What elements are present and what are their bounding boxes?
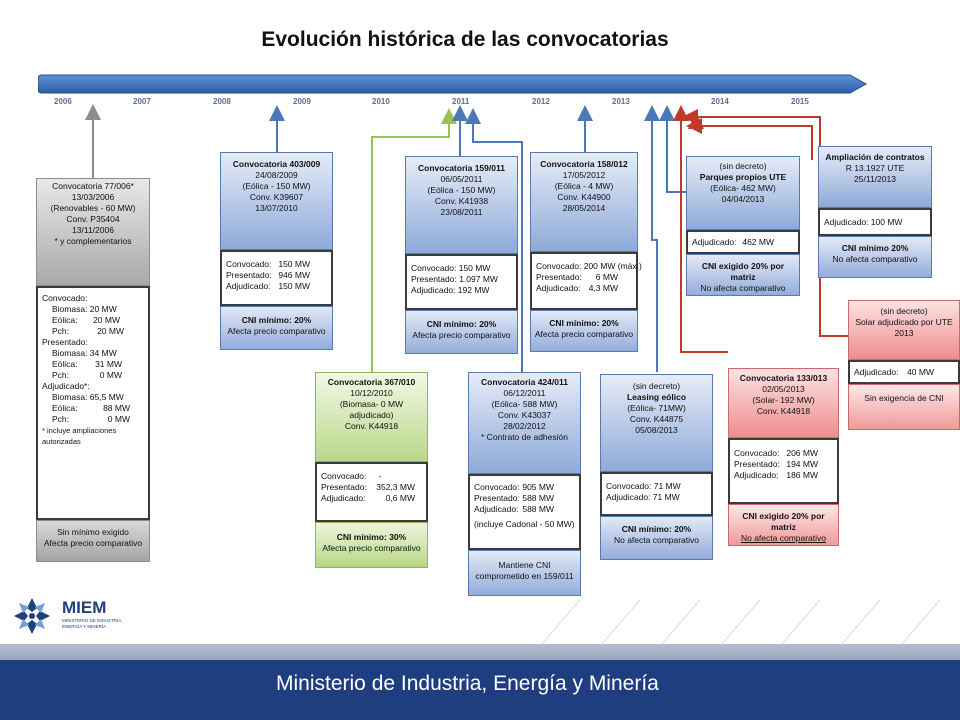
- card-header: (sin decreto) Solar adjudicado por UTE 2013: [848, 300, 960, 360]
- card-convocatoria-424-011: [468, 372, 581, 596]
- card-header: Convocatoria 158/012 17/05/2012 (Eólica - 4 MW) Conv. K44900 28/05/2014: [530, 152, 638, 252]
- card-footer: CNI mínimo: 20% Afecta precio comparativo: [530, 310, 638, 352]
- value-row: Adjudicado: 588 MW: [474, 504, 554, 514]
- card-convocatoria-159-011: [405, 156, 518, 354]
- value-row: Presentado: 946 MW: [226, 270, 310, 280]
- card-convocatoria-77-006: [36, 178, 150, 562]
- card-convocatoria-403-009: [220, 152, 333, 350]
- year-label: 2006: [54, 97, 72, 106]
- year-label: 2008: [213, 97, 231, 106]
- value-row: Biomasa: 34 MW: [52, 348, 117, 358]
- value-row: Adjudicado: 0,6 MW: [321, 493, 415, 503]
- value-row: Adjudicado: 186 MW: [734, 470, 818, 480]
- card-values: [600, 472, 713, 516]
- value-row: Eólica: 31 MW: [52, 359, 122, 369]
- card-values: [818, 208, 932, 236]
- value-row: Pch: 0 MW: [52, 370, 122, 380]
- year-label: 2009: [293, 97, 311, 106]
- value-row: Pch: 20 MW: [52, 326, 124, 336]
- value-row: Adjudicado*:: [42, 381, 90, 391]
- year-label: 2010: [372, 97, 390, 106]
- value-row: Convocado: 150 MW: [226, 259, 310, 269]
- card-header: Convocatoria 159/011 06/05/2011 (Eólica - 150 MW) Conv. K41938 23/08/2011: [405, 156, 518, 254]
- value-row: Convocado: -: [321, 471, 382, 481]
- year-label: 2013: [612, 97, 630, 106]
- value-row: Eólica: 20 MW: [52, 315, 120, 325]
- miem-star-logo-icon: [12, 596, 52, 636]
- value-row: (incluye Cadonal - 50 MW): [474, 519, 575, 529]
- card-header: Convocatoria 77/006* 13/03/2006 (Renovables - 60 MW) Conv. P35404 13/11/2006 * y complementarios: [36, 178, 150, 286]
- value-row: Presentado: 352,3 MW: [321, 482, 415, 492]
- value-row: Biomasa: 20 MW: [52, 304, 117, 314]
- card-convocatoria-158-012: [530, 152, 642, 352]
- card-values: [848, 360, 960, 384]
- card-footer: Sin mínimo exigido Afecta precio comparativo: [36, 520, 150, 562]
- value-row: Adjudicado: 192 MW: [411, 285, 490, 295]
- value-row: Adjudicado: 71 MW: [606, 492, 680, 502]
- card-solar-adjudicado-ute: [848, 300, 960, 430]
- value-row: Adjudicado: 40 MW: [854, 367, 934, 377]
- logo-subtitle: ENERGÍA Y MINERÍA: [62, 624, 107, 629]
- arrow-leasing: [652, 113, 657, 372]
- card-footer: CNI exigido 20% por matriz No afecta comparativo: [686, 254, 800, 296]
- card-ampliacion-contratos: [818, 146, 932, 278]
- card-footer: CNI mínimo 20% No afecta comparativo: [818, 236, 932, 278]
- footer-stripe: [0, 644, 960, 660]
- card-values: [468, 474, 581, 550]
- card-header: (sin decreto) Parques propios UTE (Eólica- 462 MW) 04/04/2013: [686, 156, 800, 230]
- value-row: Convocado: 206 MW: [734, 448, 818, 458]
- year-label: 2012: [532, 97, 550, 106]
- year-label: 2014: [711, 97, 729, 106]
- arrow-parques: [667, 113, 686, 192]
- card-footer: CNI mínimo: 20% Afecta precio comparativo: [405, 310, 518, 354]
- arrow-ampliacion: [696, 121, 812, 160]
- card-header: Convocatoria 133/013 02/05/2013 (Solar- 192 MW) Conv. K44918: [728, 368, 839, 438]
- card-leasing-eolico: [600, 374, 713, 560]
- value-row: Biomasa: 65,5 MW: [52, 392, 124, 402]
- value-row: Presentado: 1.097 MW: [411, 274, 498, 284]
- page-title: Evolución histórica de las convocatorias: [261, 28, 669, 51]
- card-footer: CNI mínimo: 20% Afecta precio comparativo: [220, 306, 333, 350]
- card-parques-propios-ute: [686, 156, 800, 296]
- card-values: [530, 252, 642, 310]
- value-row: Presentado:: [42, 337, 88, 347]
- value-row: * incluye ampliaciones: [42, 426, 117, 435]
- card-values: [36, 286, 150, 520]
- logo-subtitle: MINISTERIO DE INDUSTRIA,: [62, 618, 123, 623]
- card-footer: CNI mínimo: 20% No afecta comparativo: [600, 516, 713, 560]
- miem-logo: [12, 596, 162, 636]
- value-row: Convocado: 905 MW: [474, 482, 554, 492]
- card-values: [405, 254, 518, 310]
- logo-name: MIEM: [62, 598, 107, 617]
- value-row: Eólica: 88 MW: [52, 403, 130, 413]
- card-header: Convocatoria 367/010 10/12/2010 (Biomasa- 0 MW adjudicado) Conv. K44918: [315, 372, 428, 462]
- value-row: Presentado: 6 MW: [536, 272, 618, 282]
- value-row: Convocado: 150 MW: [411, 263, 491, 273]
- year-label: 2007: [133, 97, 151, 106]
- card-convocatoria-133-013: [728, 368, 839, 546]
- value-row: Adjudicado: 100 MW: [824, 217, 903, 227]
- value-row: Convocado: 71 MW: [606, 481, 681, 491]
- value-row: Adjudicado: 462 MW: [692, 237, 774, 247]
- card-values: [315, 462, 428, 522]
- card-values: [220, 250, 333, 306]
- value-row: Presentado: 194 MW: [734, 459, 818, 469]
- value-row: Adjudicado: 150 MW: [226, 281, 310, 291]
- decorative-lines: [540, 600, 960, 646]
- footer-ministry-name: Ministerio de Industria, Energía y Minería: [276, 672, 659, 695]
- card-header: Convocatoria 403/009 24/08/2009 (Eólica - 150 MW) Conv. K39607 13/07/2010: [220, 152, 333, 250]
- value-row: Convocado:: [42, 293, 88, 303]
- card-footer: CNI mínimo: 30% Afecta precio comparativo: [315, 522, 428, 568]
- card-header: Convocatoria 424/011 06/12/2011 (Eólica- 588 MW) Conv. K43037 28/02/2012 * Contrato de adhesión: [468, 372, 581, 474]
- year-label: 2011: [452, 97, 470, 106]
- card-footer: CNI exigido 20% por matriz No afecta comparativo: [728, 504, 839, 546]
- value-row: Adjudicado: 4,3 MW: [536, 283, 618, 293]
- value-row: Pch: 0 MW: [52, 414, 130, 424]
- value-row: Convocado: 200 MW (máx.): [536, 261, 642, 271]
- card-footer: Sin exigencia de CNI: [848, 384, 960, 430]
- card-header: Ampliación de contratos R 13.1927 UTE 25/11/2013: [818, 146, 932, 208]
- card-header: (sin decreto) Leasing eólico (Eólica- 71MW) Conv. K44875 05/08/2013: [600, 374, 713, 472]
- card-footer: Mantiene CNI comprometido en 159/011: [468, 550, 581, 596]
- card-convocatoria-367-010: [315, 372, 428, 568]
- value-row: autorizadas: [42, 437, 81, 446]
- timeline-arrow: [38, 72, 870, 96]
- card-values: [728, 438, 839, 504]
- card-values: [686, 230, 800, 254]
- value-row: Presentado: 588 MW: [474, 493, 554, 503]
- year-label: 2015: [791, 97, 809, 106]
